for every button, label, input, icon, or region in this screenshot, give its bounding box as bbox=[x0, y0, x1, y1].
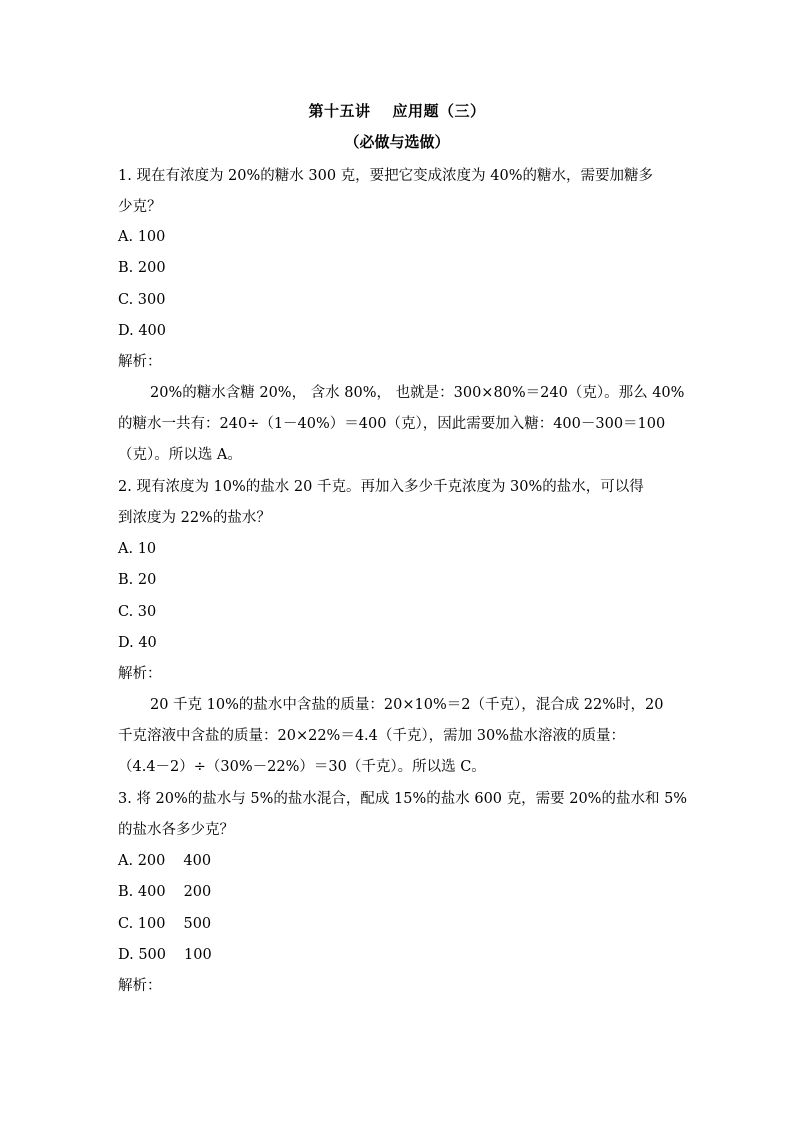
q2-analysis-line3: （4.4－2）÷（30%－22%）＝30（千克）。所以选 C。 bbox=[118, 759, 486, 775]
q2-stem-line1: 2. 现有浓度为 10%的盐水 20 千克。再加入多少千克浓度为 30%的盐水，可以得 bbox=[118, 479, 644, 495]
lecture-label: 第十五讲 bbox=[308, 102, 371, 120]
q3-option-a-first: A. 200 bbox=[118, 853, 166, 869]
q3-option-c-first: C. 100 bbox=[118, 916, 166, 932]
page-subtitle: （必做与选做） bbox=[344, 133, 450, 151]
q2-analysis-line1: 20 千克 10%的盐水中含盐的质量：20×10%＝2（千克），混合成 22%时，20 bbox=[150, 697, 664, 713]
q2-option-b: B. 20 bbox=[118, 572, 157, 588]
q3-stem-line2: 的盐水各多少克？ bbox=[118, 822, 234, 838]
page-title bbox=[0, 100, 794, 122]
q1-option-c: C. 300 bbox=[118, 292, 166, 308]
topic-label: 应用题（三） bbox=[392, 102, 486, 120]
q1-option-d: D. 400 bbox=[118, 323, 167, 339]
q3-option-b-first: B. 400 bbox=[118, 884, 166, 900]
q1-option-a: A. 100 bbox=[118, 229, 166, 245]
q3-option-d-second: 100 bbox=[184, 947, 212, 963]
q1-analysis-label: 解析： bbox=[118, 354, 162, 370]
q3-option-d-first: D. 500 bbox=[118, 947, 167, 963]
q2-option-d: D. 40 bbox=[118, 635, 157, 651]
q1-stem-line2: 少克？ bbox=[118, 199, 162, 215]
q3-option-d bbox=[118, 944, 678, 966]
q3-option-b bbox=[118, 881, 678, 903]
q3-option-b-second: 200 bbox=[183, 884, 212, 900]
q2-analysis-line2: 千克溶液中含盐的质量：20×22%＝4.4（千克），需加 30%盐水溶液的质量： bbox=[118, 728, 625, 744]
q3-stem-line1: 3. 将 20%的盐水与 5%的盐水混合，配成 15%的盐水 600 克，需要 20%的盐水和 5% bbox=[118, 791, 688, 807]
q1-analysis-line3: （克）。所以选 A。 bbox=[118, 447, 242, 463]
q1-stem-line1: 1. 现在有浓度为 20%的糖水 300 克，要把它变成浓度为 40%的糖水，需要加糖多 bbox=[118, 168, 654, 184]
q3-option-a-second: 400 bbox=[183, 853, 212, 869]
q3-option-c-second: 500 bbox=[183, 916, 212, 932]
q1-analysis-line1: 20%的糖水含糖 20%， 含水 80%， 也就是：300×80%＝240（克）。那么 40% bbox=[150, 385, 685, 401]
q1-option-b: B. 200 bbox=[118, 260, 166, 276]
q2-stem-line2: 到浓度为 22%的盐水？ bbox=[118, 510, 271, 526]
q2-option-a: A. 10 bbox=[118, 541, 157, 557]
q2-analysis-label: 解析： bbox=[118, 666, 162, 682]
q3-analysis-label: 解析： bbox=[118, 978, 162, 994]
q2-option-c: C. 30 bbox=[118, 604, 157, 620]
q1-analysis-line2: 的糖水一共有：240÷（1－40%）＝400（克），因此需要加入糖：400－300＝100 bbox=[118, 416, 666, 432]
q3-option-c bbox=[118, 913, 678, 935]
q3-option-a bbox=[118, 850, 678, 872]
